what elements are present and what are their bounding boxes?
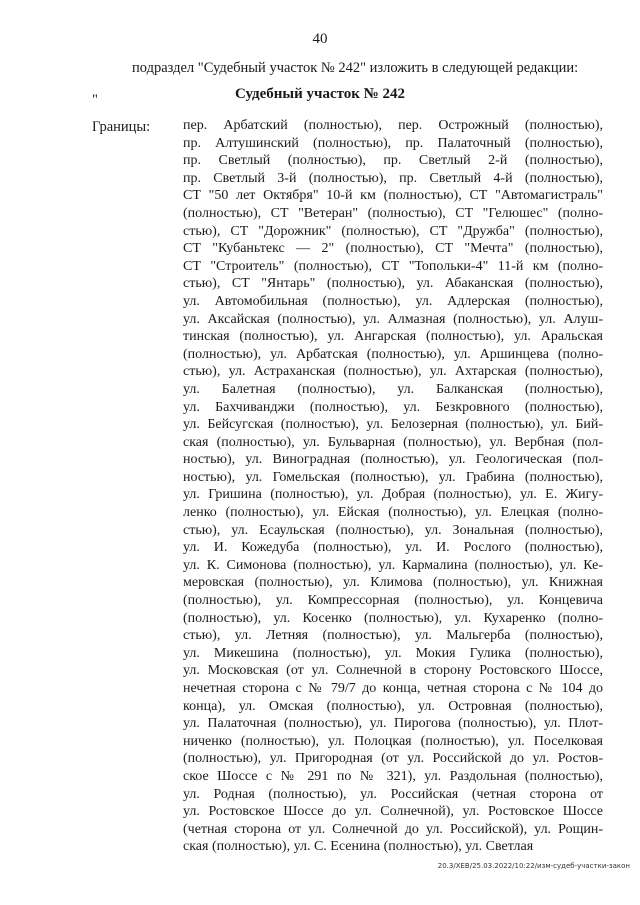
text-line: ская (полностью), ул. Бульварная (полностью), ул. Вербная (пол- xyxy=(183,434,603,450)
text-line: стью), СТ "Дорожник" (полностью), СТ "Дружба" (полностью), xyxy=(183,223,603,239)
text-line: ленко (полностью), ул. Ейская (полностью), ул. Елецкая (полно- xyxy=(183,505,603,521)
text-line: ул. И. Кожедуба (полностью), ул. И. Рослого (полностью), xyxy=(183,540,603,556)
text-line: ул. К. Симонова (полностью), ул. Кармалина (полностью), ул. Ке- xyxy=(183,557,603,573)
text-line: (полностью), ул. Пригородная (от ул. Российской до ул. Ростов- xyxy=(183,751,603,767)
text-line: ул. Аксайская (полностью), ул. Алмазная (полностью), ул. Алуш- xyxy=(183,311,603,327)
text-line: нечетная сторона с № 79/7 до конца, четная сторона с № 104 до xyxy=(183,681,603,696)
section-title: Судебный участок № 242 xyxy=(234,86,405,102)
text-line: ул. Родная (полностью), ул. Российская (четная сторона от xyxy=(183,786,603,802)
text-line: ул. Автомобильная (полностью), ул. Адлерская (полностью), xyxy=(183,293,603,309)
text-line: ское Шоссе с № 291 по № 321), ул. Раздольная (полностью), xyxy=(183,768,603,784)
text-line: ул. Бахчиванджи (полностью), ул. Безкровного (полностью), xyxy=(183,399,603,415)
text-line: ул. Ростовское Шоссе до ул. Солнечной), ул. Ростовское Шоссе xyxy=(183,804,603,820)
text-line: (полностью), ул. Косенко (полностью), ул. Кухаренко (полно- xyxy=(183,610,603,626)
text-line: ул. Московская (от ул. Солнечной в сторону Ростовского Шоссе, xyxy=(183,663,603,679)
text-line: ская (полностью), ул. С. Есенина (полностью), ул. Светлая xyxy=(183,839,534,855)
text-line: пер. Арбатский (полностью), пер. Острожный (полностью), xyxy=(183,118,603,133)
text-line: ностью), ул. Гомельская (полностью), ул. Грабина (полностью), xyxy=(183,469,603,485)
page-number: 40 xyxy=(312,31,328,47)
text-line: ул. Микешина (полностью), ул. Мокия Гулика (полностью), xyxy=(183,645,603,661)
text-line: стью), ул. Есаульская (полностью), ул. Зональная (полностью), xyxy=(183,522,603,538)
text-line: ул. Гришина (полностью), ул. Добрая (полностью), ул. Е. Жигу- xyxy=(183,487,603,503)
text-line: СТ "50 лет Октября" 10-й км (полностью), СТ "Автомагистраль" xyxy=(183,188,603,204)
text-line: СТ "Строитель" (полностью), СТ "Топольки-4" 11-й км (полно- xyxy=(183,258,603,274)
text-line: стью), ул. Астраханская (полностью), ул. Ахтарская (полностью), xyxy=(183,364,603,380)
text-line: пр. Алтушинский (полностью), пр. Палаточный (полностью), xyxy=(183,135,603,151)
text-line: (полностью), ул. Арбатская (полностью), ул. Аршинцева (полно- xyxy=(183,346,603,362)
opening-quote-mark: " xyxy=(92,92,98,108)
text-line: ул. Палаточная (полностью), ул. Пирогова (полностью), ул. Плот- xyxy=(183,716,603,732)
text-line: ниченко (полностью), ул. Полоцкая (полностью), ул. Поселковая xyxy=(183,733,603,749)
text-line: пр. Светлый (полностью), пр. Светлый 2-й (полностью), xyxy=(183,153,603,169)
text-line: (полностью), СТ "Ветеран" (полностью), СТ "Гелюшес" (полно- xyxy=(183,205,603,221)
text-line: СТ "Кубаньтекс — 2" (полностью), СТ "Мечта" (полностью), xyxy=(183,241,603,257)
text-line: стью), СТ "Янтарь" (полностью), ул. Абаканская (полностью), xyxy=(183,276,603,292)
text-line: ул. Бейсугская (полностью), ул. Белозерная (полностью), ул. Бий- xyxy=(183,417,603,433)
intro-paragraph: подраздел "Судебный участок № 242" изложить в следующей редакции: xyxy=(132,60,579,76)
text-line: конца), ул. Омская (полностью), ул. Островная (полностью), xyxy=(183,698,603,714)
borders-text xyxy=(183,117,603,856)
text-line: ул. Балетная (полностью), ул. Балканская (полностью), xyxy=(183,381,603,397)
text-line: тинская (полностью), ул. Ангарская (полностью), ул. Аральская xyxy=(183,329,603,345)
text-line: меровская (полностью), ул. Климова (полностью), ул. Книжная xyxy=(183,575,603,591)
text-line: пр. Светлый 3-й (полностью), пр. Светлый 4-й (полностью), xyxy=(183,170,603,186)
footer-doc-code: 20.3/XEB/25.03.2022/10:22/изм-судеб-участки-закон xyxy=(437,862,630,870)
text-line: стью), ул. Летняя (полностью), ул. Мальгерба (полностью), xyxy=(183,628,603,644)
text-line: (четная сторона от ул. Солнечной до ул. Российской), ул. Рощин- xyxy=(183,821,603,837)
borders-label: Границы: xyxy=(92,119,151,135)
text-line: ностью), ул. Виноградная (полностью), ул. Геологическая (пол- xyxy=(183,452,603,468)
text-line: (полностью), ул. Компрессорная (полностью), ул. Концевича xyxy=(183,593,603,609)
